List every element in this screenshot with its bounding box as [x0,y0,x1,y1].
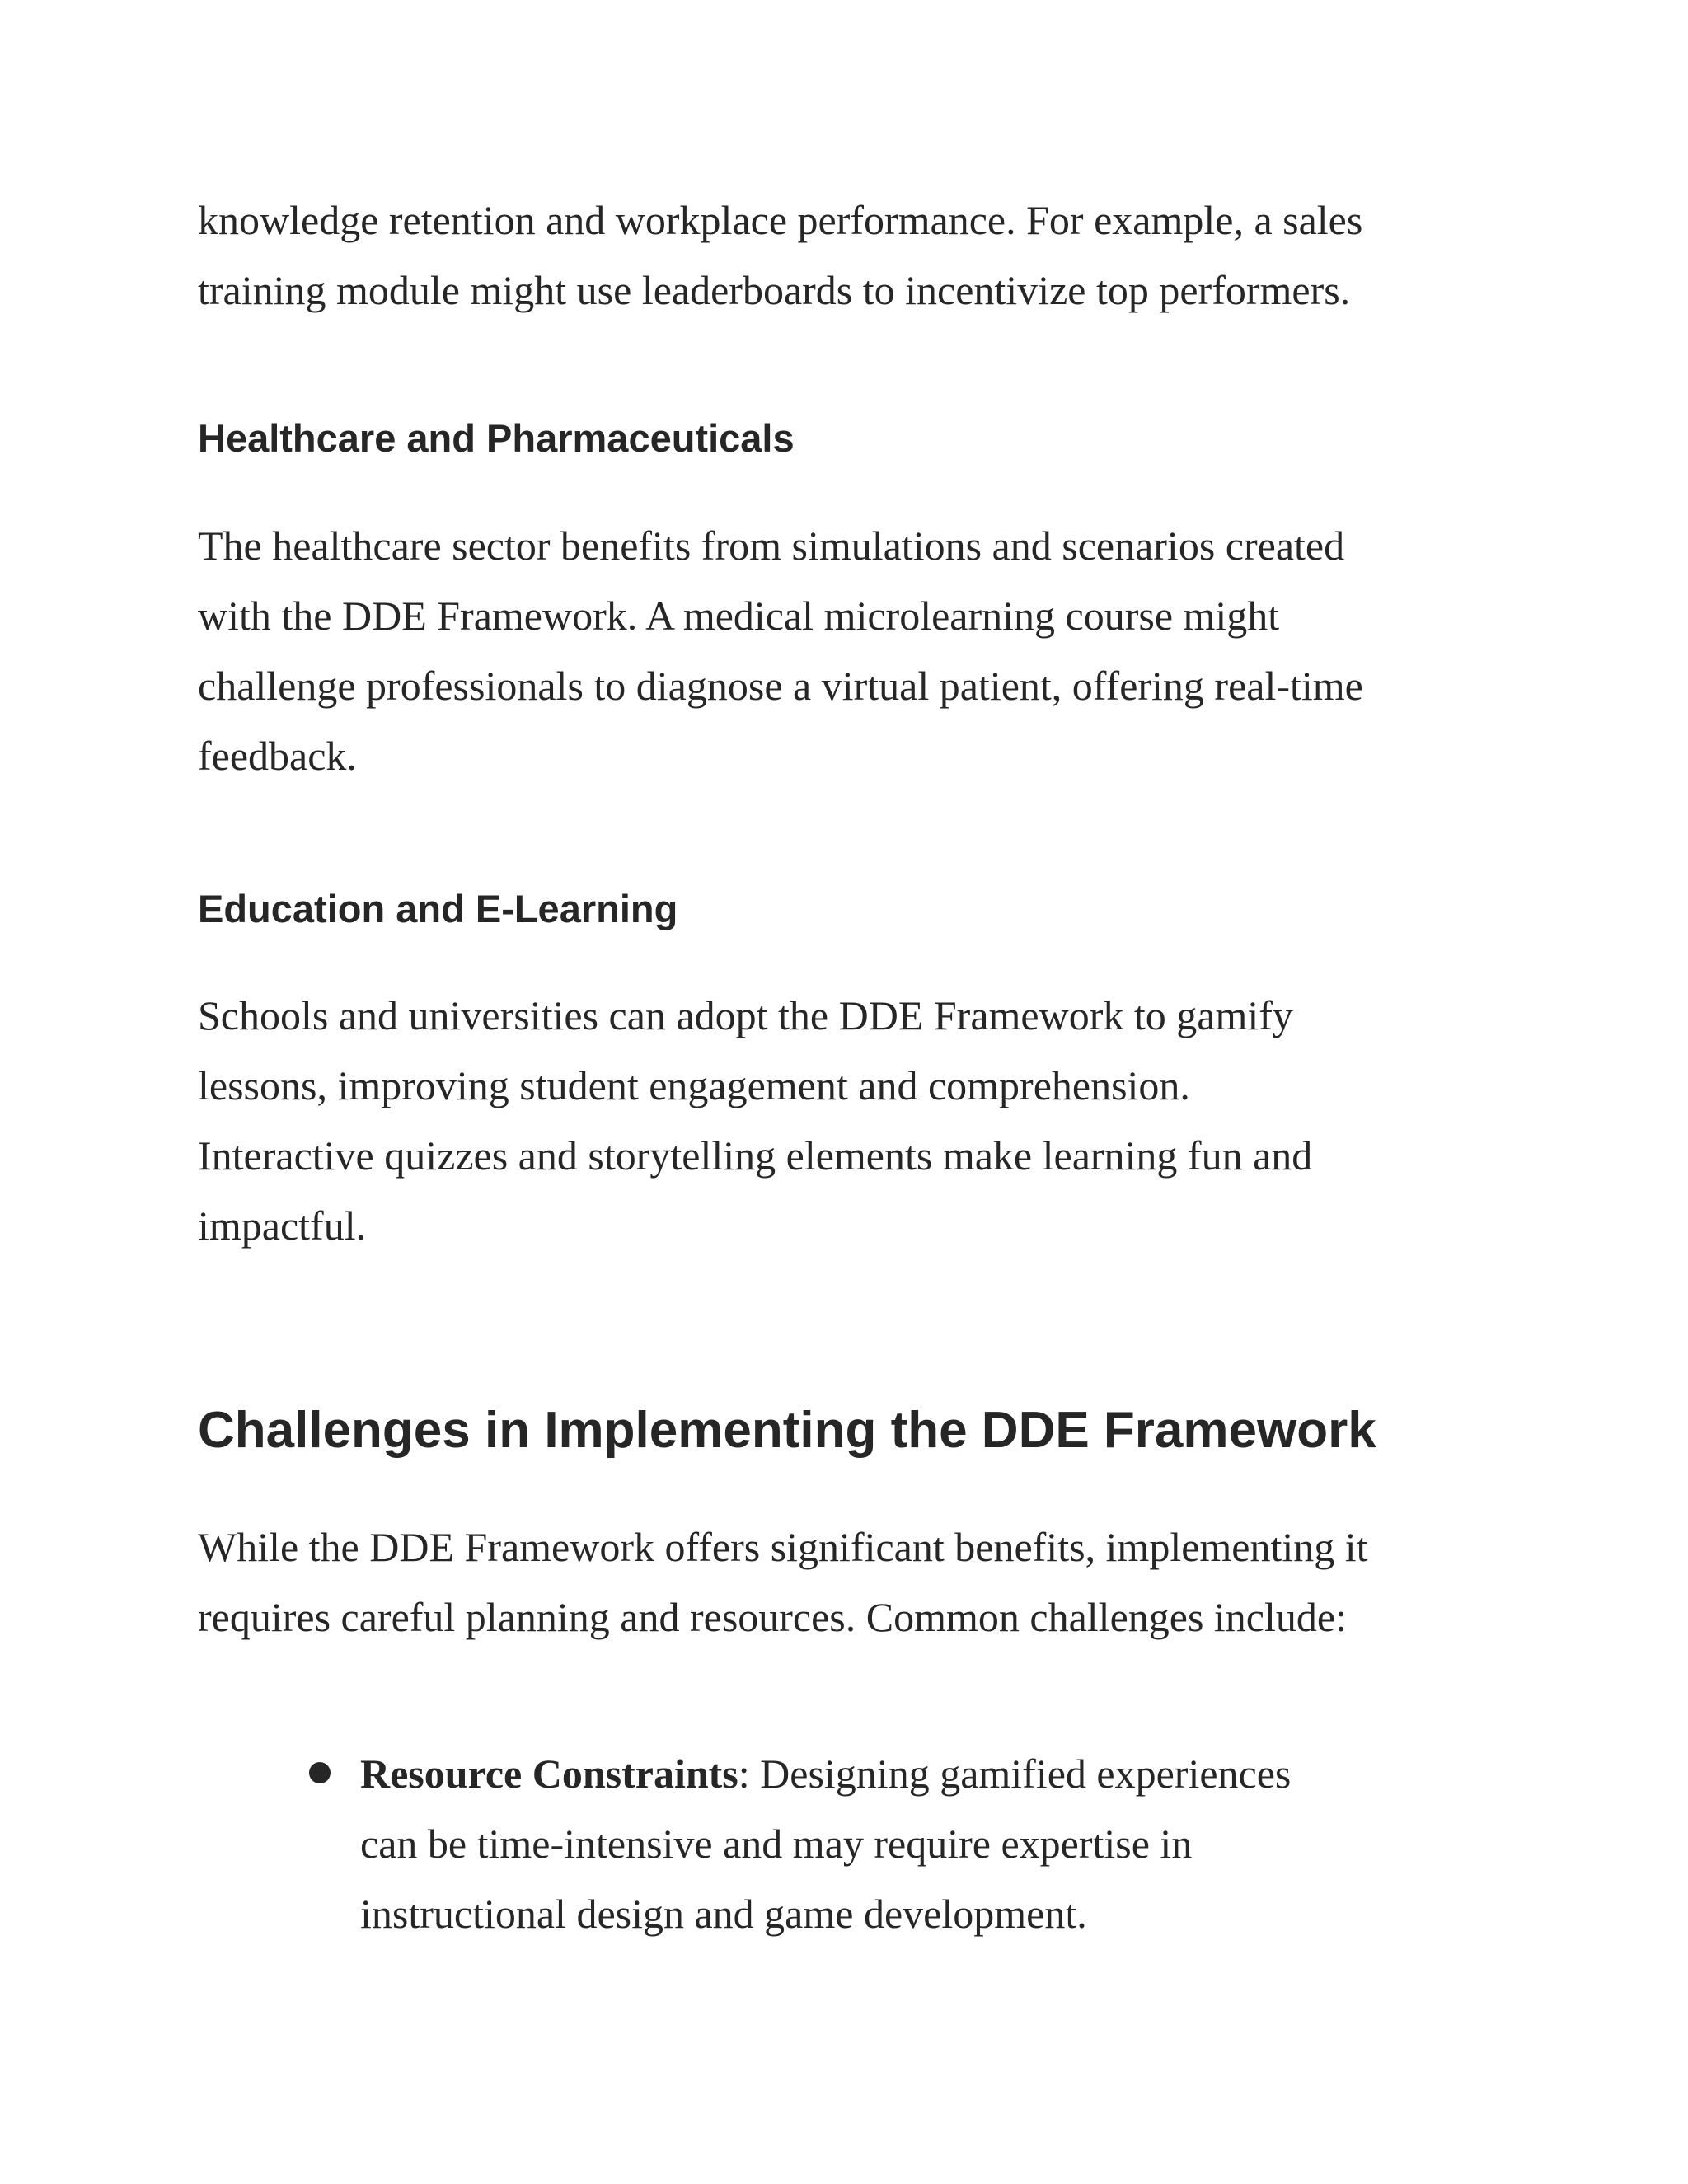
challenges-heading: Challenges in Implementing the DDE Framework [198,1402,1376,1459]
healthcare-line: feedback. [198,733,357,779]
challenges-line: While the DDE Framework offers significant benefits, implementing it [198,1524,1368,1570]
healthcare-line: with the DDE Framework. A medical microlearning course might [198,593,1280,639]
intro-line: knowledge retention and workplace performance. For example, a sales [198,197,1363,243]
education-heading: Education and E-Learning [198,887,678,930]
education-line: lessons, improving student engagement and comprehension. [198,1062,1190,1108]
healthcare-line: challenge professionals to diagnose a virtual patient, offering real-time [198,663,1363,709]
education-line: Interactive quizzes and storytelling elements make learning fun and [198,1132,1313,1179]
bullet-line: instructional design and game development. [360,1891,1087,1937]
intro-line: training module might use leaderboards to incentivize top performers. [198,267,1351,313]
healthcare-heading: Healthcare and Pharmaceuticals [198,416,795,460]
healthcare-line: The healthcare sector benefits from simulations and scenarios created [198,523,1345,569]
education-paragraph [198,981,1500,1261]
intro-paragraph [198,185,1500,326]
challenges-line: requires careful planning and resources. Common challenges include: [198,1594,1347,1640]
bullet-line: can be time-intensive and may require expertise in [360,1821,1193,1867]
bullet-first-line-rest: : Designing gamified experiences [738,1750,1292,1797]
challenges-paragraph [198,1512,1500,1652]
bullet-term: Resource Constraints [360,1750,738,1797]
bullet-text [360,1739,1465,1949]
bullet-dot-icon [309,1762,331,1783]
education-line: Schools and universities can adopt the DDE Framework to gamify [198,992,1293,1038]
bullet-first-line [360,1739,1465,1809]
healthcare-paragraph [198,511,1500,791]
education-line: impactful. [198,1202,367,1249]
